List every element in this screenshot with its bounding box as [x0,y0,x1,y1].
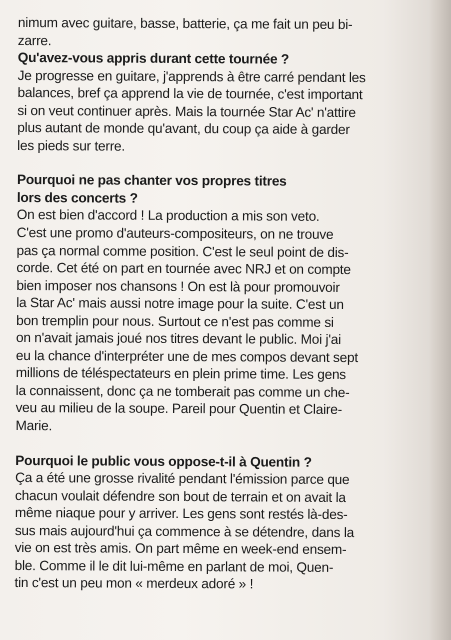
question-heading: lors des concerts ? [16,189,138,206]
text-line: veu au milieu de la soupe. Pareil pour Quentin et Claire- [15,400,343,418]
text-line: balances, bref ça apprend la vie de tournée, c'est important [17,85,363,103]
question-heading: Qu'avez-vous appris durant cette tournée ? [17,50,290,67]
text-line: vie on est très amis. On part même en week-end ensem- [14,540,347,558]
text-line: tin c'est un peu mon « merdeux adoré » ! [14,575,254,592]
text-line: chacun voulait défendre son bout de terrain et on avait la [15,487,346,505]
text-line: Marie. [15,418,53,434]
text-line: millions de téléspectateurs en plein prime time. Les gens [15,365,346,383]
text-line: on n'avait jamais joué nos titres devant le public. Moi j'ai [15,330,341,348]
text-line: les pieds sur terre. [17,137,126,154]
text-line: C'est une promo d'auteurs-compositeurs, on ne trouve [16,225,334,242]
text-line: même niaque pour y arriver. Les gens sont restés là-des- [14,505,348,523]
text-line: la Star Ac' mais aussi notre image pour la suite. C'est un [16,295,344,313]
text-line: sus mais aujourd'hui ça commence à se détendre, dans la [14,522,355,540]
text-line: bon tremplin pour nous. Surtout ce n'est pas comme si [16,312,334,330]
text-line: nimum avec guitare, basse, batterie, ça me fait un peu bi- [17,14,353,33]
text-line: ble. Comme il le dit lui-même en parlant de moi, Quen- [14,557,334,575]
text-line: corde. Cet été on part en tournée avec NRJ et on compte [16,260,351,278]
text-line: zarre. [17,32,52,48]
article-body [14,14,436,594]
text-line: Je progresse en guitare, j'apprends à être carré pendant les [17,67,366,85]
text-line: si on veut continuer après. Mais la tournée Star Ac' n'attire [17,102,356,120]
question-heading: Pourquoi ne pas chanter vos propres titres [16,172,287,190]
text-line: pas ça normal comme position. C'est le seul point de dis- [16,242,349,260]
text-line: eu la chance d'interpréter une de mes compos devant sept [15,347,358,365]
question-heading: Pourquoi le public vous oppose-t-il à Quentin ? [15,452,312,470]
text-line: On est bien d'accord ! La production a mis son veto. [16,207,320,225]
text-line: Ça a été une grosse rivalité pendant l'émission parce que [15,470,350,488]
text-line: la connaissent, donc ça ne tomberait pas comme un che- [15,382,350,400]
text-line: plus autant de monde qu'avant, du coup ça aide à garder [17,120,350,138]
text-line: bien imposer nos chansons ! On est là pour promouvoir [16,277,340,295]
page-edge-shadow [429,0,451,640]
